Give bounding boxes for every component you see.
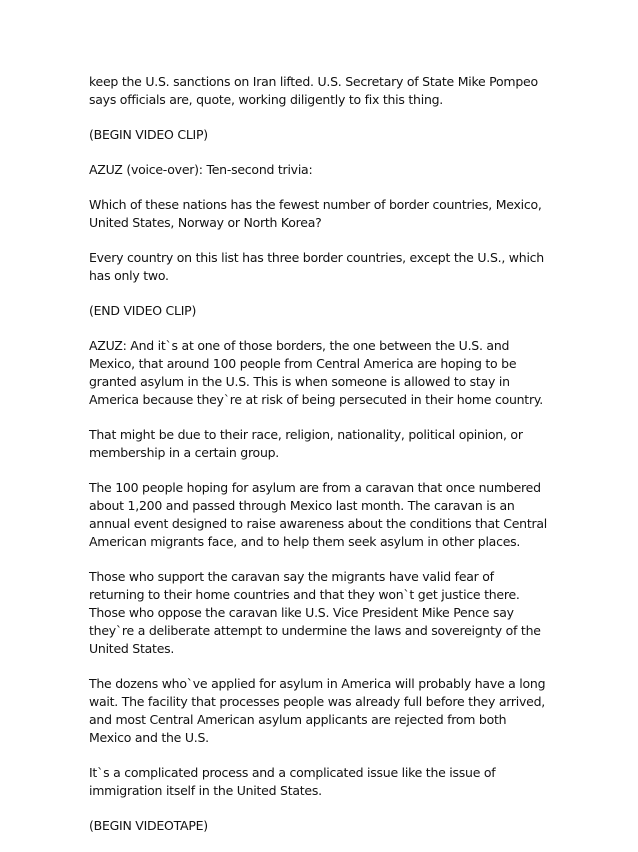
paragraph: (END VIDEO CLIP) bbox=[89, 303, 197, 318]
paragraph: Every country on this list has three border countries, except the U.S., which has only two. bbox=[89, 250, 544, 283]
paragraph: Those who support the caravan say the migrants have valid fear of returning to their home countries and that they won`t get justice there. Those who oppose the caravan like U.S. Vice President Mike Pence say they`re a deliberate attempt to undermine the laws and sovereignty of the United States. bbox=[89, 569, 541, 656]
paragraph: AZUZ (voice-over): Ten-second trivia: bbox=[89, 162, 313, 177]
paragraph: Which of these nations has the fewest number of border countries, Mexico, United States, Norway or North Korea? bbox=[89, 197, 542, 230]
paragraph: (BEGIN VIDEOTAPE) bbox=[89, 818, 208, 833]
paragraph: It`s a complicated process and a complicated issue like the issue of immigration itself in the United States. bbox=[89, 765, 496, 798]
paragraph: That might be due to their race, religion, nationality, political opinion, or membership in a certain group. bbox=[89, 427, 523, 460]
paragraph: keep the U.S. sanctions on Iran lifted. U.S. Secretary of State Mike Pompeo says officials are, quote, working diligently to fix this thing. bbox=[89, 74, 538, 107]
paragraph: (BEGIN VIDEO CLIP) bbox=[89, 127, 208, 142]
paragraph: AZUZ: And it`s at one of those borders, the one between the U.S. and Mexico, that around 100 people from Central America are hoping to be granted asylum in the U.S. This is when someone is allowed to stay in America because they`re at risk of being persecuted in their home country. bbox=[89, 338, 543, 407]
paragraph: The 100 people hoping for asylum are from a caravan that once numbered about 1,200 and passed through Mexico last month. The caravan is an annual event designed to raise awareness about the conditions that Central American migrants face, and to help them seek asylum in other places. bbox=[89, 480, 548, 549]
document-page bbox=[89, 73, 551, 852]
paragraph: The dozens who`ve applied for asylum in America will probably have a long wait. The facility that processes people was already full before they arrived, and most Central American asylum applicants are rejected from both Mexico and the U.S. bbox=[89, 676, 546, 745]
